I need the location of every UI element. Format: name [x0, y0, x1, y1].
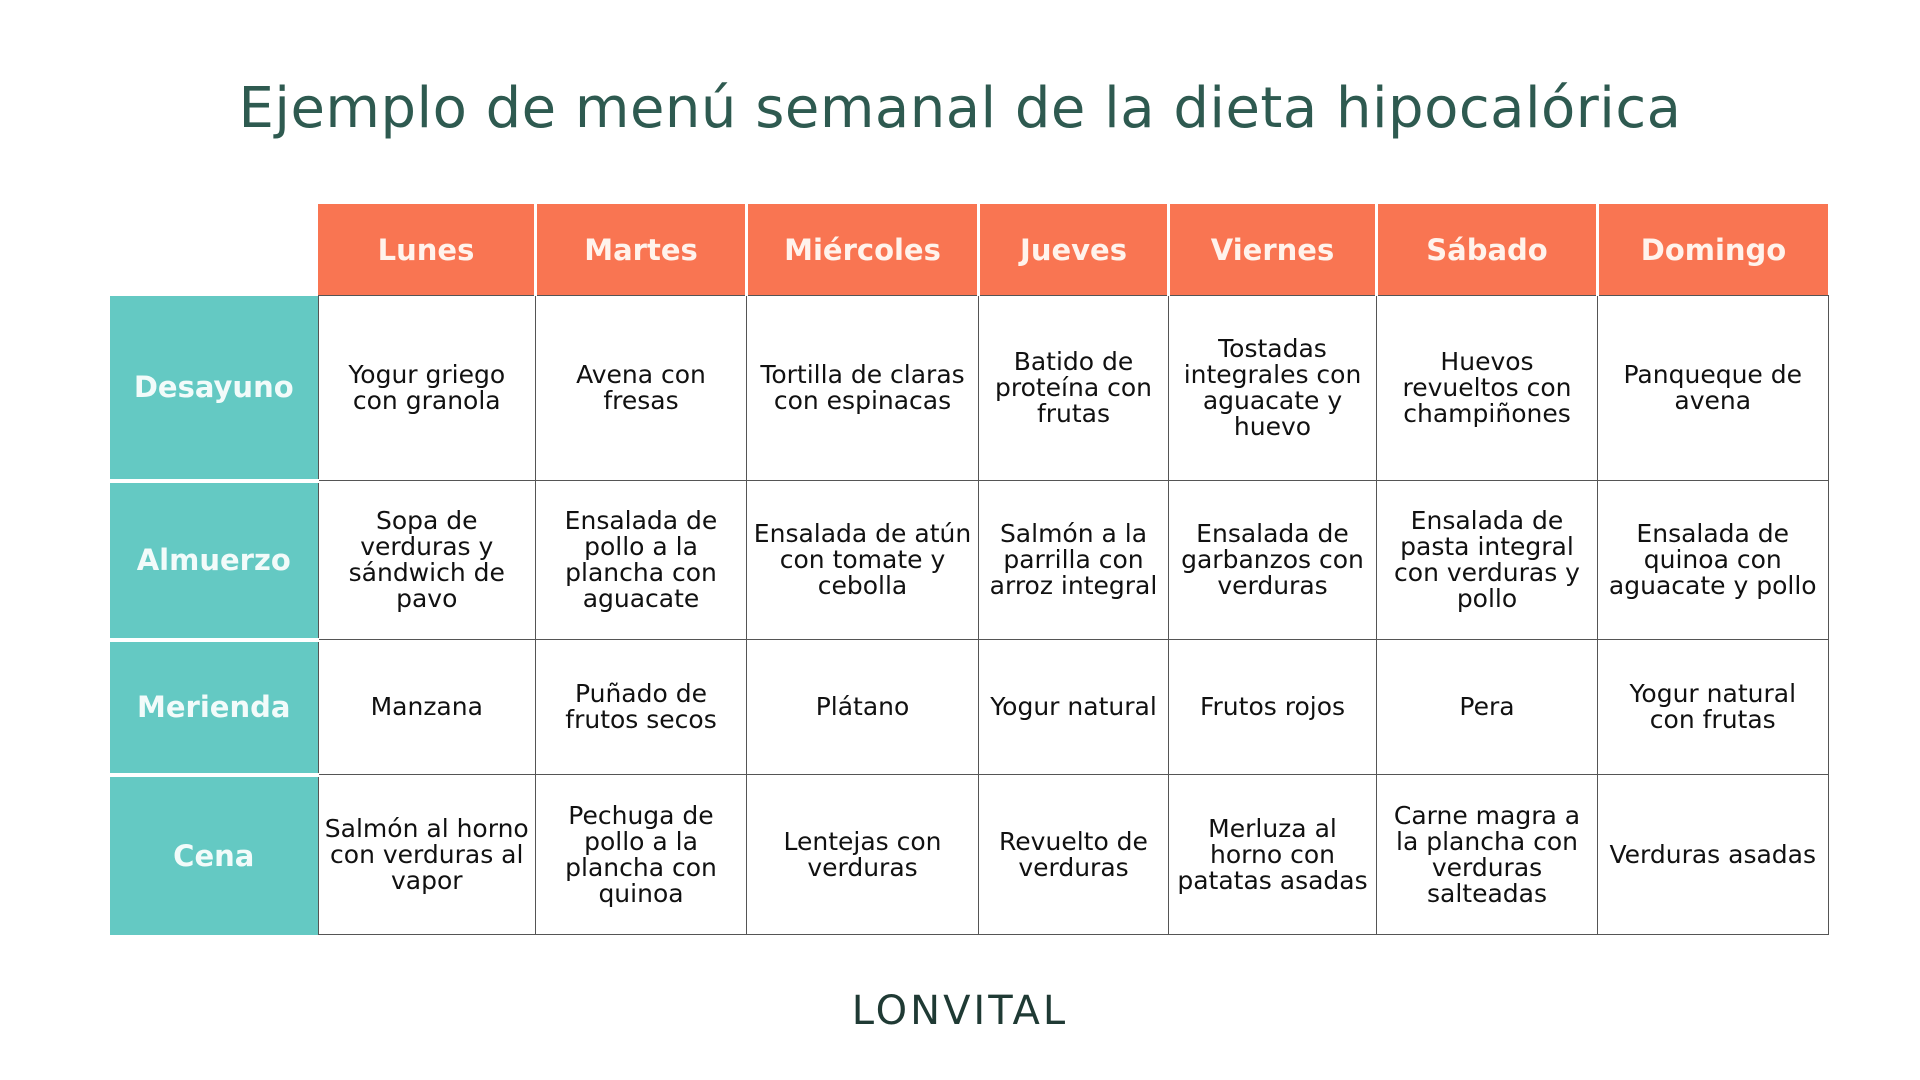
- menu-cell: Ensalada de garbanzos con verduras: [1169, 481, 1377, 640]
- menu-cell: Yogur natural con frutas: [1598, 640, 1829, 775]
- menu-cell: Ensalada de atún con tomate y cebolla: [747, 481, 979, 640]
- corner-cell: [110, 204, 318, 296]
- menu-cell: Huevos revueltos con champiñones: [1377, 296, 1598, 481]
- menu-cell: Salmón a la parrilla con arroz integral: [979, 481, 1169, 640]
- menu-cell: Yogur griego con granola: [318, 296, 536, 481]
- day-header: Miércoles: [747, 204, 979, 296]
- menu-cell: Yogur natural: [979, 640, 1169, 775]
- brand-logo: LONVITAL: [851, 988, 1069, 1034]
- menu-cell: Puñado de frutos secos: [536, 640, 747, 775]
- day-header: Lunes: [318, 204, 536, 296]
- meal-label: Merienda: [110, 640, 318, 775]
- day-header: Martes: [536, 204, 747, 296]
- day-header: Jueves: [979, 204, 1169, 296]
- menu-cell: Tortilla de claras con espinacas: [747, 296, 979, 481]
- menu-cell: Frutos rojos: [1169, 640, 1377, 775]
- table-row: [110, 775, 1828, 935]
- header-row: [110, 204, 1828, 296]
- day-header: Sábado: [1377, 204, 1598, 296]
- meal-label: Desayuno: [110, 296, 318, 481]
- meal-label: Cena: [110, 775, 318, 935]
- menu-cell: Lentejas con verduras: [747, 775, 979, 935]
- menu-cell: Tostadas integrales con aguacate y huevo: [1169, 296, 1377, 481]
- menu-cell: Salmón al horno con verduras al vapor: [318, 775, 536, 935]
- menu-cell: Sopa de verduras y sándwich de pavo: [318, 481, 536, 640]
- menu-cell: Ensalada de pollo a la plancha con aguacate: [536, 481, 747, 640]
- menu-cell: Panqueque de avena: [1598, 296, 1829, 481]
- day-header: Viernes: [1169, 204, 1377, 296]
- menu-cell: Batido de proteína con frutas: [979, 296, 1169, 481]
- menu-cell: Avena con fresas: [536, 296, 747, 481]
- menu-cell: Manzana: [318, 640, 536, 775]
- menu-cell: Carne magra a la plancha con verduras salteadas: [1377, 775, 1598, 935]
- menu-cell: Verduras asadas: [1598, 775, 1829, 935]
- menu-cell: Pechuga de pollo a la plancha con quinoa: [536, 775, 747, 935]
- menu-cell: Merluza al horno con patatas asadas: [1169, 775, 1377, 935]
- menu-cell: Revuelto de verduras: [979, 775, 1169, 935]
- meal-label: Almuerzo: [110, 481, 318, 640]
- day-header: Domingo: [1598, 204, 1829, 296]
- menu-cell: Plátano: [747, 640, 979, 775]
- menu-table: [110, 204, 1829, 935]
- menu-cell: Ensalada de pasta integral con verduras y pollo: [1377, 481, 1598, 640]
- page-title: Ejemplo de menú semanal de la dieta hipocalórica: [238, 76, 1682, 141]
- table-row: [110, 481, 1828, 640]
- table-row: [110, 640, 1828, 775]
- menu-cell: Pera: [1377, 640, 1598, 775]
- menu-cell: Ensalada de quinoa con aguacate y pollo: [1598, 481, 1829, 640]
- table-row: [110, 296, 1828, 481]
